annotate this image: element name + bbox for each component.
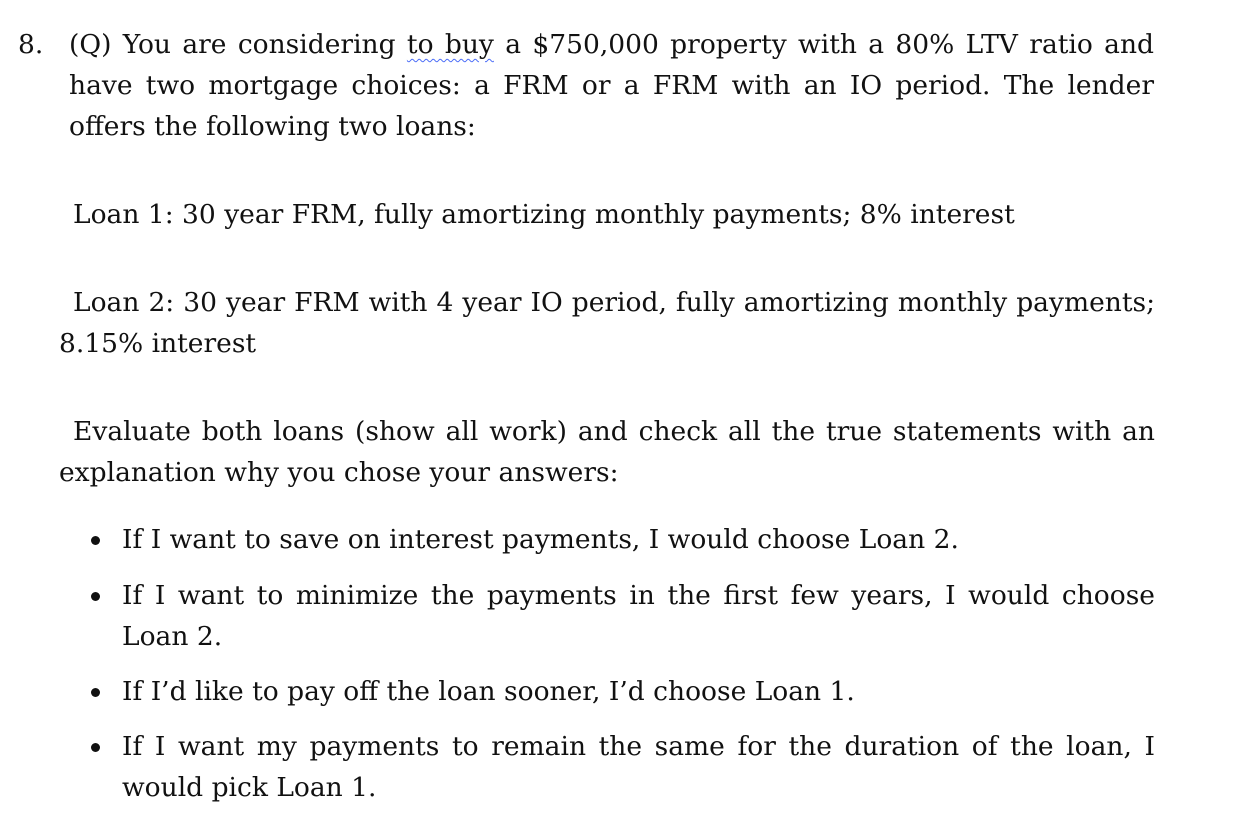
question-text <box>69 24 1154 147</box>
bullet-icon <box>91 536 100 545</box>
statement-text: If I want to save on interest payments, I would choose Loan 2. <box>122 524 959 555</box>
question-number: 8. <box>18 29 44 60</box>
question-text-part2: a $750,000 property with a 80% LTV ratio and have two mortgage choices: a FRM or a FRM with an IO period. The lender offers the following two loans: <box>69 29 1155 142</box>
statement-text: If I want my payments to remain the same for the duration of the loan, I would pick Loan 1. <box>122 731 1155 803</box>
statement-item <box>122 726 1155 808</box>
loan-2-description: Loan 2: 30 year FRM with 4 year IO period, fully amortizing monthly payments; 8.15% interest <box>59 287 1155 359</box>
bullet-icon <box>91 688 100 697</box>
loan-1-description: Loan 1: 30 year FRM, fully amortizing monthly payments; 8% interest <box>73 199 1015 230</box>
question-text-part1: (Q) You are considering <box>69 29 407 60</box>
bullet-icon <box>91 592 100 601</box>
statement-text: If I want to minimize the payments in the first few years, I would choose Loan 2. <box>122 580 1155 652</box>
statement-text: If I’d like to pay off the loan sooner, I’d choose Loan 1. <box>122 676 855 707</box>
statement-item <box>122 575 1155 657</box>
instruction-text: Evaluate both loans (show all work) and check all the true statements with an explanation why you chose your answers: <box>59 416 1155 488</box>
statement-item <box>122 519 1155 560</box>
grammar-flagged-phrase[interactable]: to buy <box>406 29 494 60</box>
statement-item <box>122 671 1155 712</box>
bullet-icon <box>91 743 100 752</box>
